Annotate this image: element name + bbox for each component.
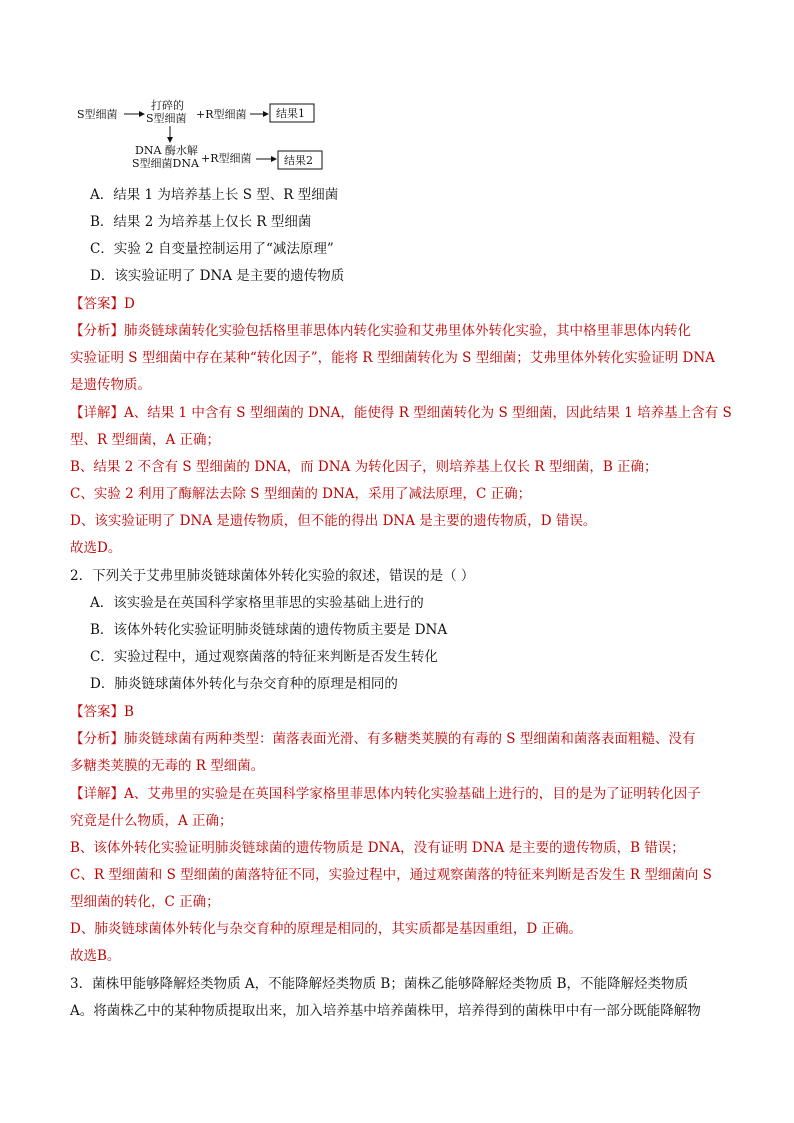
q1-option-a: A．结果 1 为培养基上长 S 型、R 型细菌 [90, 187, 339, 203]
q1-detail-line-1 [70, 404, 732, 422]
diagram-dnase-1: DNA 酶水解 [135, 144, 198, 157]
q2-stem: 2．下列关于艾弗里肺炎链球菌体外转化实验的叙述，错误的是（ ） [70, 568, 475, 584]
q1-analysis-line-1 [70, 322, 691, 340]
q2-answer: 【答案】B [70, 704, 134, 720]
q2-analysis-text-1: 肺炎链球菌有两种类型：菌落表面光滑、有多糖类荚膜的有毒的 S 型细菌和菌落表面粗糙、没有 [124, 731, 696, 747]
q1-option-b: B．结果 2 为培养基上仅长 R 型细菌 [90, 214, 312, 230]
diagram-r-cells-1: +R型细菌 [196, 108, 247, 121]
experiment-diagram [60, 94, 360, 176]
diagram-dnase-2: S型细菌DNA [132, 157, 199, 170]
q1-detail-line-4: C、实验 2 利用了酶解法去除 S 型细菌的 DNA，采用了减法原理，C 正确； [70, 486, 532, 502]
q3-stem-line-1: 3．菌株甲能够降解烃类物质 A，不能降解烃类物质 B；菌株乙能够降解烃类物质 B，不能降解烃类物质 [70, 976, 689, 992]
q1-detail-line-2: 型、R 型细菌，A 正确； [70, 432, 220, 448]
q2-detail-text-1: A、艾弗里的实验是在英国科学家格里菲思体内转化实验基础上进行的，目的是为了证明转化因子 [124, 786, 701, 802]
q1-detail-tag: 【详解】 [70, 405, 124, 421]
q2-option-c: C．实验过程中，通过观察菌落的特征来判断是否发生转化 [90, 649, 438, 665]
q1-analysis-text-1: 肺炎链球菌转化实验包括格里菲思体内转化实验和艾弗里体外转化实验，其中格里菲思体内转化 [124, 323, 691, 339]
diagram-s-cells: S型细菌 [77, 108, 118, 121]
q1-answer: 【答案】D [70, 296, 135, 312]
q2-option-a: A．该实验是在英国科学家格里菲思的实验基础上进行的 [90, 595, 424, 611]
q1-analysis-tag: 【分析】 [70, 323, 124, 339]
q2-detail-line-1 [70, 785, 701, 803]
q2-option-d: D．肺炎链球菌体外转化与杂交育种的原理是相同的 [90, 676, 398, 692]
q1-analysis-line-3: 是遗传物质。 [70, 377, 151, 393]
q2-detail-line-2: 究竟是什么物质，A 正确； [70, 813, 233, 829]
q2-detail-line-5: 型细菌的转化，C 正确； [70, 894, 220, 910]
q2-analysis-line-2: 多糖类荚膜的无毒的 R 型细菌。 [70, 758, 265, 774]
q1-detail-line-3: B、结果 2 不含有 S 型细菌的 DNA，而 DNA 为转化因子，则培养基上仅长 R 型细菌，B 正确； [70, 459, 658, 475]
q2-detail-tag: 【详解】 [70, 786, 124, 802]
q2-analysis-line-1 [70, 730, 695, 748]
q2-detail-line-6: D、肺炎链球菌体外转化与杂交育种的原理是相同的，其实质都是基因重组，D 正确。 [70, 921, 582, 937]
q2-analysis-tag: 【分析】 [70, 731, 124, 747]
q1-conclusion: 故选D。 [70, 540, 122, 556]
q2-detail-line-3: B、该体外转化实验证明肺炎链球菌的遗传物质是 DNA，没有证明 DNA 是主要的遗传物质，B 错误； [70, 840, 685, 856]
q3-stem-line-2: A。将菌株乙中的某种物质提取出来，加入培养基中培养菌株甲，培养得到的菌株甲中有一部分既能降解物 [70, 1003, 701, 1019]
q2-option-b: B．该体外转化实验证明肺炎链球菌的遗传物质主要是 DNA [90, 622, 448, 638]
q1-detail-text-1: A、结果 1 中含有 S 型细菌的 DNA，能使得 R 型细菌转化为 S 型细菌，因此结果 1 培养基上含有 S [124, 405, 732, 421]
q2-detail-line-4: C、R 型细菌和 S 型细菌的菌落特征不同，实验过程中，通过观察菌落的特征来判断是否发生 R 型细菌向 S [70, 867, 712, 883]
q1-option-d: D．该实验证明了 DNA 是主要的遗传物质 [90, 268, 345, 284]
diagram-r-cells-2: +R型细菌 [201, 152, 252, 165]
diagram-broken-2: S型细菌 [146, 112, 187, 125]
diagram-result2: 结果2 [284, 154, 313, 167]
diagram-broken-1: 打碎的 [151, 99, 184, 112]
q1-analysis-line-2: 实验证明 S 型细菌中存在某种“转化因子”，能将 R 型细菌转化为 S 型细菌；艾弗里体外转化实验证明 DNA [70, 350, 715, 366]
q1-option-c: C．实验 2 自变量控制运用了“减法原理” [90, 241, 334, 257]
q2-conclusion: 故选B。 [70, 948, 121, 964]
q1-detail-line-5: D、该实验证明了 DNA 是遗传物质，但不能的得出 DNA 是主要的遗传物质，D 错误。 [70, 513, 597, 529]
diagram-result1: 结果1 [276, 107, 305, 120]
